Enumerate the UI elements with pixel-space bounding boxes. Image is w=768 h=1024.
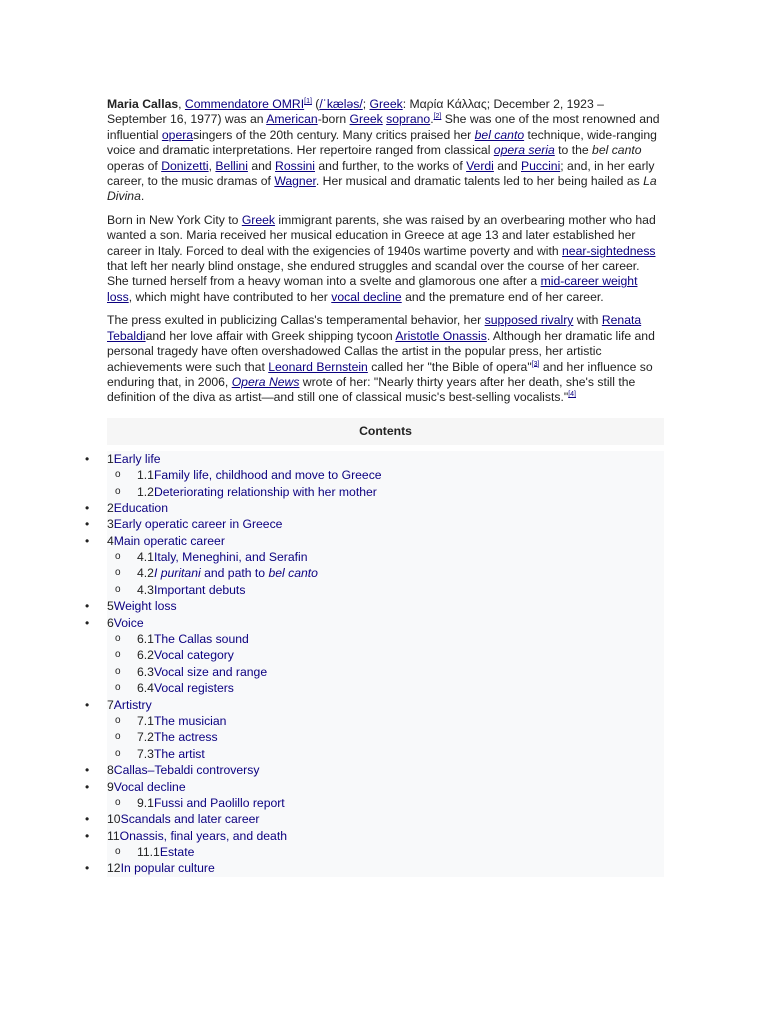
verdi-link[interactable]: Verdi: [466, 158, 494, 173]
article-subject-name: Maria Callas: [107, 97, 179, 111]
lead-paragraph-2: Born in New York City to Greek immigrant parents, she was raised by an overbearing mother who had wanted a son. Maria received her musical education in Greece at age 13 and later established her career in Italy. Forced to deal with the exigencies of 1940s wartime poverty and with near-sightedness that left her nearly blind onstage, she endured struggles and scandal over the course of her career. She turned herself from a heavy woman into a svelte and glamorous one after a mid-career weight loss, which might have contributed to her vocal decline and the premature end of her career.: [107, 212, 656, 304]
opera-seria-link[interactable]: opera seria: [493, 143, 555, 158]
near-sightedness-link[interactable]: near-sightedness: [562, 243, 656, 258]
lead-paragraph-3: The press exulted in publicizing Callas's temperamental behavior, her supposed rivalry with Renata Tebaldiand her love affair with Greek shipping tycoon Aristotle Onassis. Although her dramatic life and personal tragedy have often overshadowed Callas the artist in the popular press, her artistic achievements were such that Leonard Bernstein called her "the Bible of opera"[3] and her influence so enduring that, in 2006, Opera News wrote of her: "Nearly thirty years after her death, she's still the definition of the diva as artist—and still one of classical music's best-selling vocalists."[4]: [107, 313, 655, 405]
toc-item-italy-meneghini[interactable]: o 4.1Italy, Meneghini, and Serafin: [107, 549, 664, 565]
toc-item-important-debuts[interactable]: o 4.3Important debuts: [107, 582, 664, 598]
puccini-link[interactable]: Puccini: [520, 158, 561, 173]
renata-tebaldi-link[interactable]: Renata Tebaldi: [107, 313, 642, 343]
bellini-link[interactable]: Bellini: [215, 158, 248, 173]
toc-item-estate[interactable]: o 11.1Estate: [107, 844, 664, 860]
toc-item-popular-culture[interactable]: • 12In popular culture: [107, 860, 664, 876]
ipa-pronunciation-link[interactable]: /ˈkæləs/: [319, 97, 363, 111]
greek-language-link[interactable]: Greek: [369, 97, 403, 111]
toc-item-artistry[interactable]: • 7Artistry: [107, 697, 664, 713]
donizetti-link[interactable]: Donizetti: [161, 158, 209, 173]
table-of-contents: [107, 451, 664, 877]
greek-link[interactable]: Greek: [349, 112, 383, 127]
toc-item-actress[interactable]: o 7.2The actress: [107, 729, 664, 745]
opera-link[interactable]: opera: [161, 127, 194, 142]
weight-loss-link[interactable]: mid-career weight loss: [107, 274, 638, 304]
toc-item-musician[interactable]: o 7.1The musician: [107, 713, 664, 729]
supposed-rivalry-link[interactable]: supposed rivalry: [484, 313, 574, 328]
opera-news-link[interactable]: Opera News: [231, 374, 300, 389]
bel-canto-link[interactable]: bel canto: [474, 127, 525, 142]
toc-item-family-life[interactable]: o 1.1Family life, childhood and move to Greece: [107, 467, 664, 483]
ref-2[interactable]: [2]: [433, 113, 442, 121]
toc-title: Contents: [107, 418, 664, 445]
toc-item-early-career-greece[interactable]: • 3Early operatic career in Greece: [107, 516, 664, 532]
lead-paragraph-1: Maria Callas, Commendatore OMRI[1] (/ˈkæləs/; Greek: Μαρία Κάλλας; December 2, 1923 – September 16, 1977) was an American-born Greek soprano.[2] She was one of the most renowned and influential operasingers of the 20th century. Many critics praised her bel canto technique, wide-ranging voice and dramatic interpretations. Her repertoire ranged from classical opera seria to the bel canto operas of Donizetti, Bellini and Rossini and further, to the works of Verdi and Puccini; and, in her early career, to the music dramas of Wagner. Her musical and dramatic talents led to her being hailed as La Divina.: [107, 97, 660, 204]
commendatore-omri-link[interactable]: Commendatore OMRI: [184, 97, 305, 111]
soprano-link[interactable]: soprano: [386, 112, 431, 127]
toc-item-relationship-mother[interactable]: o 1.2Deteriorating relationship with her mother: [107, 484, 664, 500]
rossini-link[interactable]: Rossini: [275, 158, 316, 173]
toc-item-artist[interactable]: o 7.3The artist: [107, 746, 664, 762]
american-link[interactable]: American: [266, 112, 318, 127]
toc-item-vocal-decline[interactable]: • 9Vocal decline: [107, 779, 664, 795]
vocal-decline-link[interactable]: vocal decline: [331, 289, 402, 304]
leonard-bernstein-link[interactable]: Leonard Bernstein: [268, 359, 368, 374]
toc-item-weight-loss[interactable]: • 5Weight loss: [107, 598, 664, 614]
ref-1[interactable]: [1]: [304, 97, 312, 105]
toc-item-early-life[interactable]: • 1Early life: [107, 451, 664, 467]
toc-item-callas-sound[interactable]: o 6.1The Callas sound: [107, 631, 664, 647]
toc-item-fussi-paolillo[interactable]: o 9.1Fussi and Paolillo report: [107, 795, 664, 811]
toc-item-vocal-category[interactable]: o 6.2Vocal category: [107, 647, 664, 663]
ref-3[interactable]: [3]: [531, 360, 540, 368]
toc-item-scandals[interactable]: • 10Scandals and later career: [107, 811, 664, 827]
article-body: [107, 97, 664, 877]
toc-item-main-career[interactable]: • 4Main operatic career: [107, 533, 664, 549]
toc-item-onassis-final-years[interactable]: • 11Onassis, final years, and death: [107, 828, 664, 844]
toc-item-i-puritani[interactable]: o 4.2I puritani and path to bel canto: [107, 565, 664, 581]
toc-item-tebaldi-controversy[interactable]: • 8Callas–Tebaldi controversy: [107, 762, 664, 778]
toc-item-vocal-size[interactable]: o 6.3Vocal size and range: [107, 664, 664, 680]
ref-4[interactable]: [4]: [568, 391, 576, 399]
wagner-link[interactable]: Wagner: [274, 174, 316, 189]
aristotle-onassis-link[interactable]: Aristotle Onassis: [395, 328, 487, 343]
toc-item-vocal-registers[interactable]: o 6.4Vocal registers: [107, 680, 664, 696]
toc-item-education[interactable]: • 2Education: [107, 500, 664, 516]
toc-item-voice[interactable]: • 6Voice: [107, 615, 664, 631]
greek-parents-link[interactable]: Greek: [241, 212, 276, 227]
